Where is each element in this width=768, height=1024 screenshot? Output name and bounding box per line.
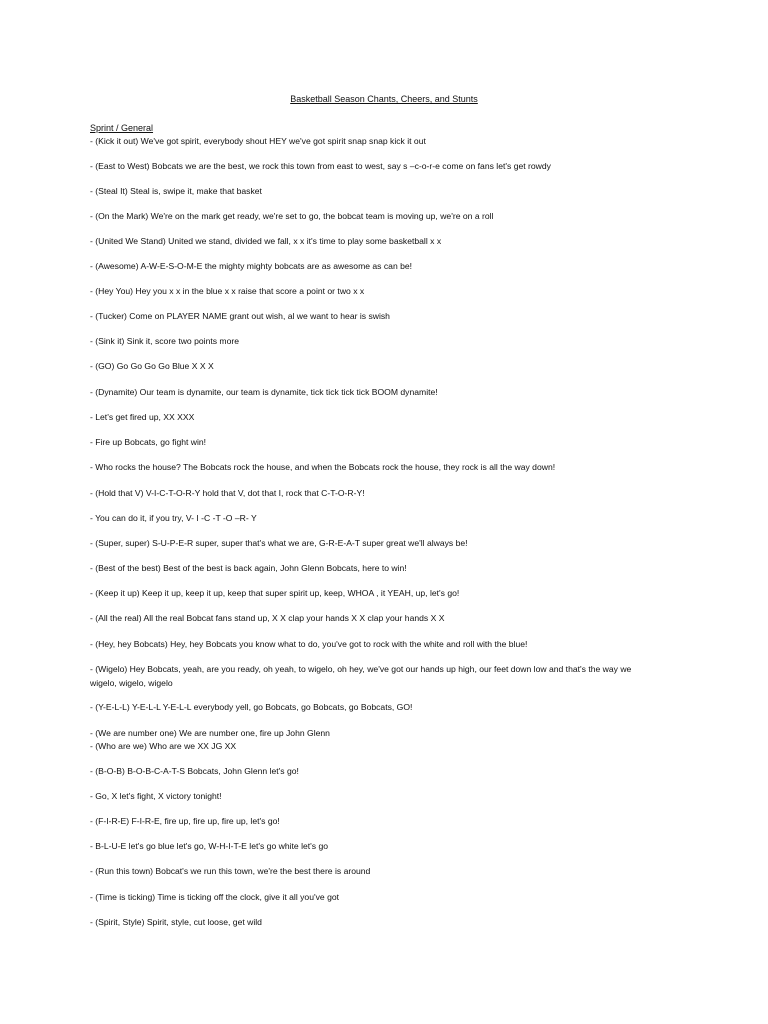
chant-line: - (F-I-R-E) F-I-R-E, fire up, fire up, fire up, let's go! [90, 816, 280, 826]
chant-line: - (Hey, hey Bobcats) Hey, hey Bobcats you know what to do, you've got to rock with the white and roll with the blue! [90, 639, 528, 649]
chant-line: - (GO) Go Go Go Go Blue X X X [90, 361, 214, 371]
chant-line: - Who rocks the house? The Bobcats rock the house, and when the Bobcats rock the house, they rock is all the way down! [90, 462, 556, 472]
chant-line: - (Who are we) Who are we XX JG XX [90, 741, 237, 751]
chant-line: - (Time is ticking) Time is ticking off the clock, give it all you've got [90, 892, 340, 902]
document-title: Basketball Season Chants, Cheers, and Stunts [290, 94, 478, 104]
chant-line: - (Super, super) S-U-P-E-R super, super that's what we are, G-R-E-A-T super great we'll always be! [90, 538, 468, 548]
chant-line: - (Kick it out) We've got spirit, everybody shout HEY we've got spirit snap snap kick it out [90, 136, 426, 146]
chant-line: - Fire up Bobcats, go fight win! [90, 437, 207, 447]
chant-line: - (B-O-B) B-O-B-C-A-T-S Bobcats, John Glenn let's go! [90, 766, 299, 776]
chant-line: - (Best of the best) Best of the best is back again, John Glenn Bobcats, here to win! [90, 563, 407, 573]
chant-line: - (Tucker) Come on PLAYER NAME grant out wish, al we want to hear is swish [90, 311, 390, 321]
chant-line: - (We are number one) We are number one, fire up John Glenn [90, 728, 330, 738]
chant-line: - (Wigelo) Hey Bobcats, yeah, are you ready, oh yeah, to wigelo, oh hey, we've got our hands up high, our feet down low and that's the way we [90, 664, 632, 674]
chant-line: - (Run this town) Bobcat's we run this town, we're the best there is around [90, 866, 371, 876]
chant-line: - (On the Mark) We're on the mark get ready, we're set to go, the bobcat team is moving up, we're on a roll [90, 211, 494, 221]
chant-line: - B-L-U-E let's go blue let's go, W-H-I-T-E let's go white let's go [90, 841, 329, 851]
chant-line: - (Hold that V) V-I-C-T-O-R-Y hold that V, dot that I, rock that C-T-O-R-Y! [90, 488, 365, 498]
chant-line: - (United We Stand) United we stand, divided we fall, x x it's time to play some basketball x x [90, 236, 442, 246]
chant-line: - (East to West) Bobcats we are the best, we rock this town from east to west, say s –c-o-r-e come on fans let's get rowdy [90, 161, 551, 171]
chant-line: - (All the real) All the real Bobcat fans stand up, X X clap your hands X X clap your hands X X [90, 613, 445, 623]
chant-line: - (Awesome) A-W-E-S-O-M-E the mighty mighty bobcats are as awesome as can be! [90, 261, 413, 271]
chant-line: - (Spirit, Style) Spirit, style, cut loose, get wild [90, 917, 262, 927]
chant-line: - (Y-E-L-L) Y-E-L-L Y-E-L-L everybody yell, go Bobcats, go Bobcats, go Bobcats, GO! [90, 702, 413, 712]
chant-line: wigelo, wigelo, wigelo [90, 678, 173, 688]
chant-line: - (Keep it up) Keep it up, keep it up, keep that super spirit up, keep, WHOA , it YEAH, up, let's go! [90, 588, 460, 598]
chant-line: - (Dynamite) Our team is dynamite, our team is dynamite, tick tick tick tick BOOM dynamite! [90, 387, 438, 397]
chant-line: - Let's get fired up, XX XXX [90, 412, 195, 422]
chant-line: - (Steal It) Steal is, swipe it, make that basket [90, 186, 262, 196]
chant-line: - (Hey You) Hey you x x in the blue x x raise that score a point or two x x [90, 286, 365, 296]
chant-line: - (Sink it) Sink it, score two points more [90, 336, 240, 346]
chant-line: - You can do it, if you try, V- I -C -T -O –R- Y [90, 513, 257, 523]
section-heading: Sprint / General [90, 123, 154, 133]
chant-line: - Go, X let's fight, X victory tonight! [90, 791, 222, 801]
